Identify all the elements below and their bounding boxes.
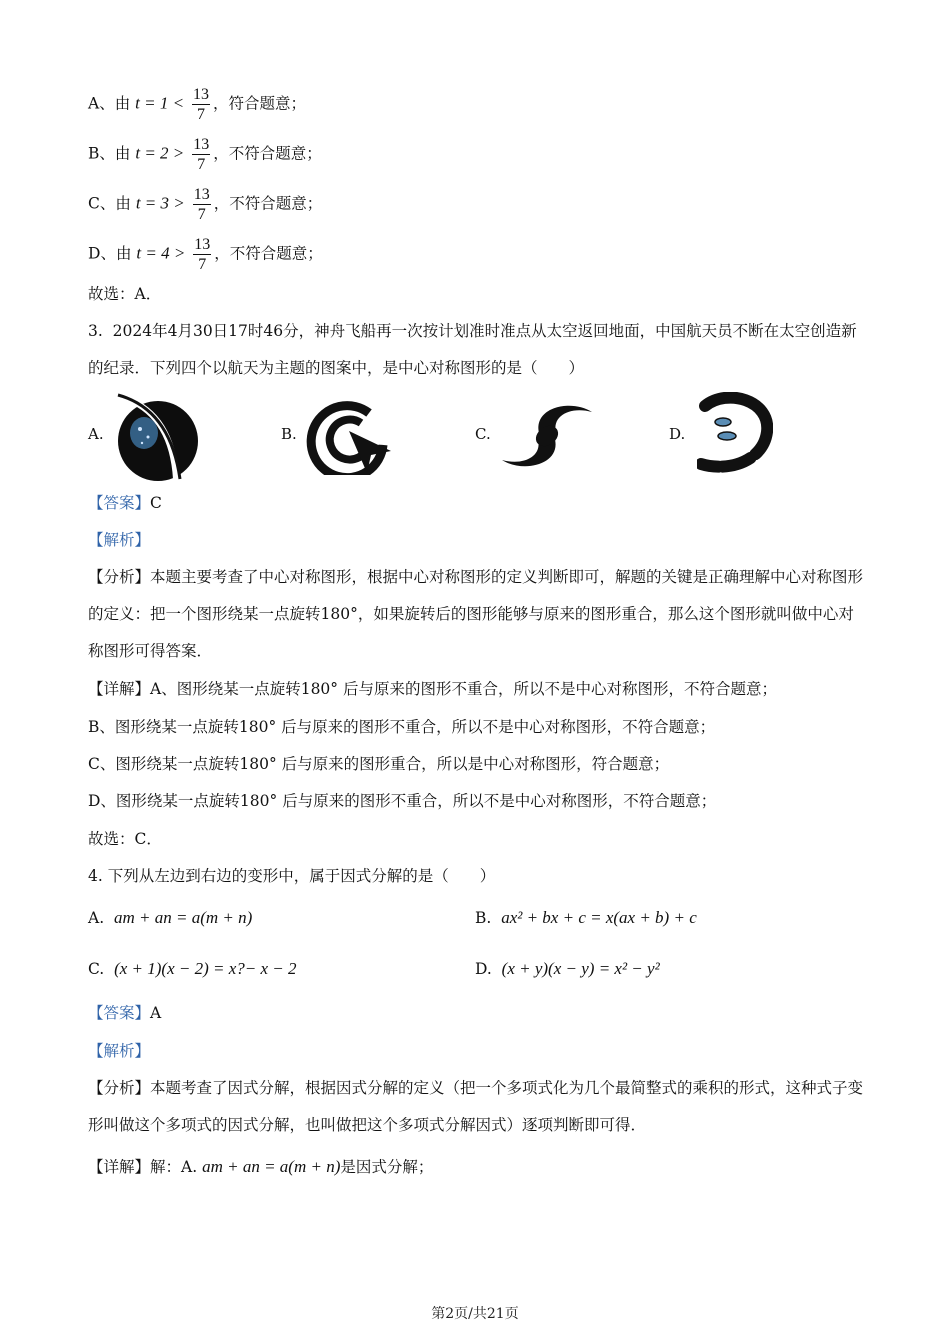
q4-analysis-tag: 【解析】 [88, 1042, 151, 1060]
brush-stroke [701, 398, 767, 467]
star-dot [147, 436, 150, 439]
star-dot [141, 442, 143, 444]
fraction: $\frac{13}{7}$ [193, 86, 210, 123]
q3-option-c-label: C. [475, 425, 491, 443]
page-footer: 第2页/共21页 [431, 1306, 519, 1322]
q3-stem: 3. 2024年4月30日17时46分，神舟飞船再一次按计划准时准点从太空返回地面，中国航天员不断在太空创造新的纪录．下列四个以航天为主题的图案中，是中心对称图形的是（ ） [88, 322, 857, 377]
prev-option-c: C、由 t = 3 > $\frac{13}{7}$ ，不符合题意； [88, 186, 323, 223]
q4-option-a: A. am + an = a(m + n) [88, 908, 253, 927]
q3-option-d-label: D. [669, 425, 686, 443]
q3-option-b-label: B. [281, 425, 297, 443]
option-b-figure [305, 393, 395, 475]
fraction: $\frac{13}{7}$ [194, 236, 211, 273]
q4-option-d: D. (x + y)(x − y) = x² − y² [475, 959, 660, 978]
prev-option-b: B、由 t = 2 > $\frac{13}{7}$ ，不符合题意； [88, 136, 322, 173]
option-c-figure [500, 398, 594, 474]
q3-option-a-label: A. [88, 425, 104, 443]
q3-detail-a: 【详解】A、图形绕某一点旋转180° 后与原来的图形不重合，所以不是中心对称图形，不符合题意； [88, 680, 777, 698]
q3-detail-d: D、图形绕某一点旋转180° 后与原来的图形不重合，所以不是中心对称图形，不符合题意； [88, 792, 717, 810]
q3-answer: 【答案】C [88, 494, 162, 512]
q4-option-c: C. (x + 1)(x − 2) = x?− x − 2 [88, 959, 297, 978]
q3-choice: 故选：C． [88, 830, 162, 848]
q3-analysis-tag: 【解析】 [88, 531, 151, 549]
sphere-shape [118, 401, 198, 481]
q3-detail-c: C、图形绕某一点旋转180° 后与原来的图形重合，所以是中心对称图形，符合题意； [88, 755, 670, 773]
star-dot [138, 427, 142, 431]
q4-answer: 【答案】A [88, 1004, 162, 1022]
q4-stem: 4. 下列从左边到右边的变形中，属于因式分解的是（ ） [88, 867, 496, 885]
prev-option-a: A、由 t = 1 < $\frac{13}{7}$ ，符合题意； [88, 86, 307, 123]
q3-detail-b: B、图形绕某一点旋转180° 后与原来的图形不重合，所以不是中心对称图形，不符合题意； [88, 718, 716, 736]
q3-fenxi: 【分析】本题主要考查了中心对称图形，根据中心对称图形的定义判断即可，解题的关键是正确理解中心对称图形的定义：把一个图形绕某一点旋转180°，如果旋转后的图形能够与原来的图形重合，那么这个图形就叫做中心对称图形可得答案． [88, 568, 864, 660]
prev-choice: 故选：A． [88, 285, 162, 303]
fraction: $\frac{13}{7}$ [193, 186, 210, 223]
q4-fenxi: 【分析】本题考查了因式分解，根据因式分解的定义（把一个多项式化为几个最简整式的乘积的形式，这种式子变形叫做这个多项式的因式分解，也叫做把这个多项式分解因式）逐项判断即可得． [88, 1079, 864, 1134]
option-a-figure [112, 393, 204, 483]
blue-dash [718, 432, 736, 440]
prev-option-d: D、由 t = 4 > $\frac{13}{7}$ ，不符合题意； [88, 236, 323, 273]
q4-option-b: B. ax² + bx + c = x(ax + b) + c [475, 908, 697, 927]
q4-detail: 【详解】解：A. am + an = a(m + n)是因式分解； [88, 1157, 434, 1176]
option-d-figure [697, 392, 773, 474]
fraction: $\frac{13}{7}$ [193, 136, 210, 173]
blue-dash [715, 418, 731, 426]
glow-spot [130, 417, 158, 449]
